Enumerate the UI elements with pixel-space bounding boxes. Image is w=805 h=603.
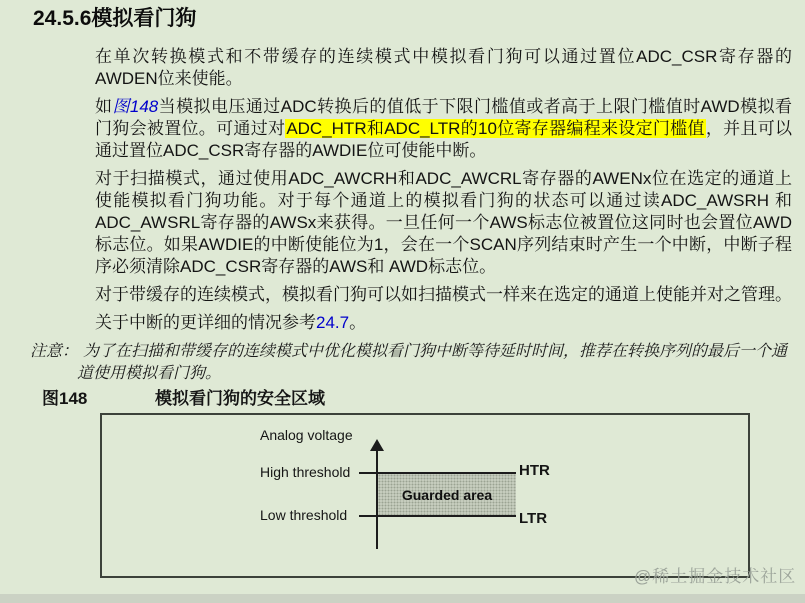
p2-mid: 当模拟电压通过ADC转换后的值低于下限门槛值或者高于上限门槛值时AWD模拟看门狗会被置位。可通过对 (95, 97, 793, 138)
low-threshold-label: Low threshold (260, 507, 348, 523)
section-title: 模拟看门狗 (91, 7, 197, 30)
high-threshold-label: High threshold (260, 464, 351, 480)
document-page (0, 6, 805, 578)
axis-label: Analog voltage (260, 427, 353, 443)
note (30, 341, 790, 385)
note-label: 注意： (30, 343, 79, 360)
figure-148-link[interactable]: 图148 (112, 97, 159, 116)
section-number: 24.5.6 (33, 7, 92, 30)
low-threshold-line (359, 515, 516, 517)
section-24-7-link[interactable]: 24.7 (316, 313, 350, 332)
p5-pre: 关于中断的更详细的情况参考 (95, 313, 316, 332)
htr-label: HTR (519, 462, 550, 479)
paragraph-interrupt-ref (95, 312, 792, 334)
figure-label: 图148 (42, 389, 88, 408)
paragraph-thresholds (95, 96, 792, 162)
guarded-area-label: Guarded area (401, 486, 493, 503)
page-title (33, 6, 805, 32)
figure-caption: 模拟看门狗的安全区域 (155, 389, 325, 408)
paragraph-buffered-mode: 对于带缓存的连续模式，模拟看门狗可以如扫描模式一样来在选定的通道上使能并对之管理。 (95, 285, 792, 304)
watermark: @稀土掘金技术社区 (634, 567, 797, 586)
figure-caption-row (42, 388, 805, 410)
p2-pre: 如 (95, 97, 113, 116)
p5-post: 。 (349, 313, 367, 332)
note-text: 为了在扫描和带缓存的连续模式中优化模拟看门狗中断等待延时时间，推荐在转换序列的最后一个通道使用模拟看门狗。 (77, 343, 788, 382)
p2-post: ，并且可以通过置位ADC_CSR寄存器的AWDIE位可使能中断。 (95, 119, 793, 160)
paragraph-scan-mode: 对于扫描模式，通过使用ADC_AWCRH和ADC_AWCRL寄存器的AWENx位在选定的通道上使能模拟看门狗功能。对于每个通道上的模拟看门狗的状态可以通过读ADC_AWSRH 和ADC_AWSRL寄存器的AWSx来获得。一旦任何一个AWS标志位被置位这同时也会置位AWD标志位。如果AWDIE的中断使能位为1，会在一个SCAN序列结束时产生一个中断，中断子程序必须清除ADC_CSR寄存器的AWS和 AWD标志位。 (95, 169, 792, 276)
ltr-label: LTR (519, 510, 548, 527)
guarded-area (378, 474, 516, 515)
body-text (95, 46, 792, 334)
bottom-band (0, 594, 805, 603)
highlight-text: ADC_HTR和ADC_LTR的10位寄存器编程来设定门槛值 (286, 119, 705, 138)
paragraph-enable: 在单次转换模式和不带缓存的连续模式中模拟看门狗可以通过置位ADC_CSR寄存器的AWDEN位来使能。 (95, 47, 792, 88)
figure-box (100, 413, 750, 578)
